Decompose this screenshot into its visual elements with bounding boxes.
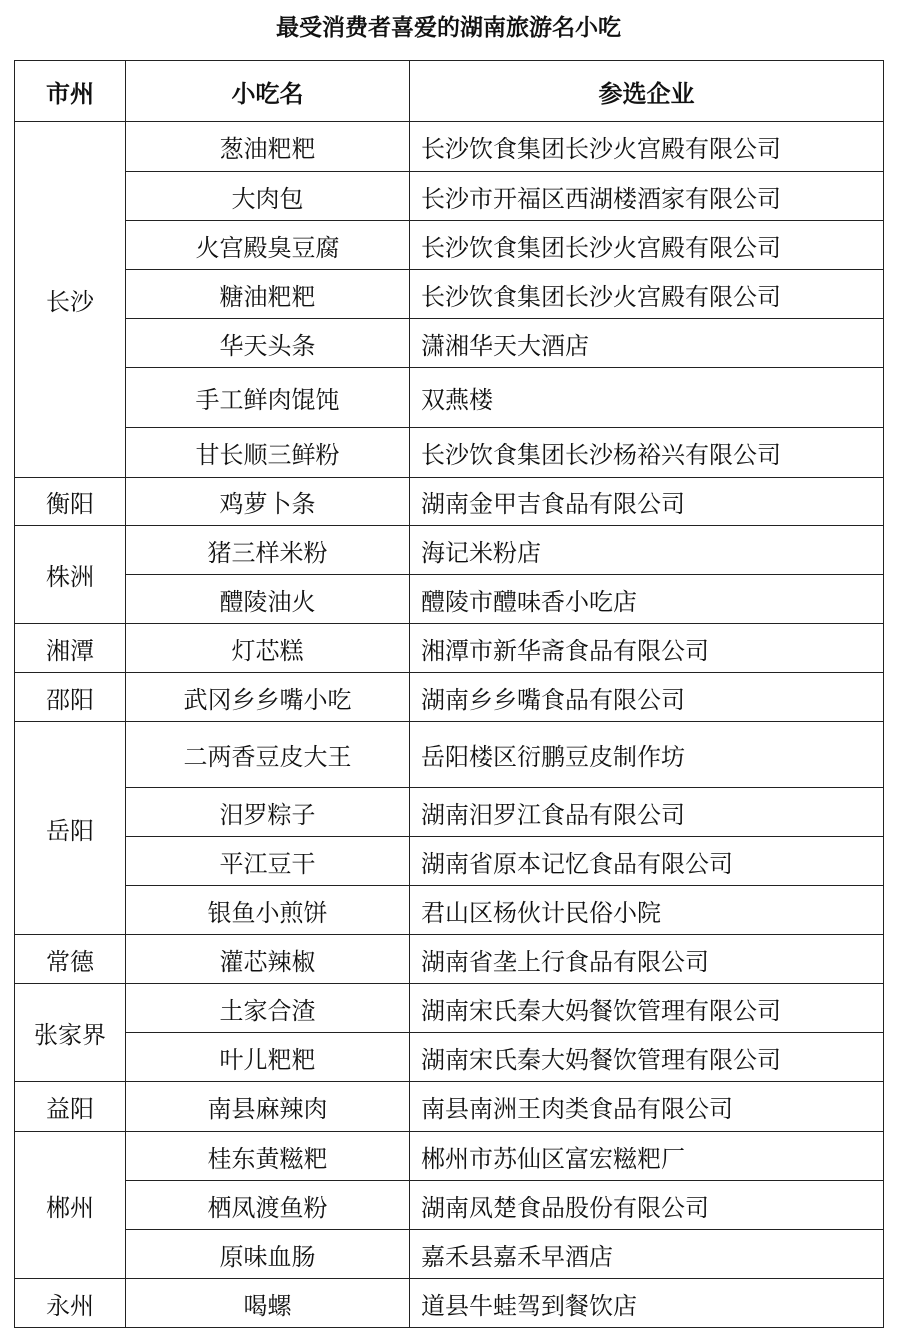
table-row: [15, 270, 884, 319]
city-cell: 郴州: [15, 1132, 126, 1279]
snack-cell: 葱油粑粑: [126, 122, 410, 172]
table-row: [15, 837, 884, 886]
table-row: [15, 984, 884, 1033]
table-row: [15, 1279, 884, 1328]
table-row: [15, 1181, 884, 1230]
city-cell: 岳阳: [15, 722, 126, 935]
company-cell: 长沙饮食集团长沙火宫殿有限公司: [410, 270, 884, 319]
company-cell: 湖南宋氏秦大妈餐饮管理有限公司: [410, 1033, 884, 1082]
company-cell: 湖南省原本记忆食品有限公司: [410, 837, 884, 886]
city-cell: 长沙: [15, 122, 126, 478]
company-cell: 君山区杨伙计民俗小院: [410, 886, 884, 935]
table-row: [15, 221, 884, 270]
snack-cell: 喝螺: [126, 1279, 410, 1328]
header-snack: 小吃名: [126, 61, 410, 122]
table-row: [15, 1230, 884, 1279]
snack-cell: 栖凤渡鱼粉: [126, 1181, 410, 1230]
snack-cell: 南县麻辣肉: [126, 1082, 410, 1132]
snack-cell: 鸡萝卜条: [126, 478, 410, 526]
header-company: 参选企业: [410, 61, 884, 122]
table-row: [15, 935, 884, 984]
city-cell: 株洲: [15, 526, 126, 624]
city-cell: 常德: [15, 935, 126, 984]
city-cell: 张家界: [15, 984, 126, 1082]
snack-cell: 灌芯辣椒: [126, 935, 410, 984]
snack-cell: 银鱼小煎饼: [126, 886, 410, 935]
table-row: [15, 319, 884, 368]
snack-cell: 土家合渣: [126, 984, 410, 1033]
snack-cell: 原味血肠: [126, 1230, 410, 1279]
table-row: [15, 1082, 884, 1132]
company-cell: 岳阳楼区衍鹏豆皮制作坊: [410, 722, 884, 788]
company-cell: 湖南省垄上行食品有限公司: [410, 935, 884, 984]
city-cell: 邵阳: [15, 673, 126, 722]
snack-cell: 甘长顺三鲜粉: [126, 428, 410, 478]
snack-cell: 华天头条: [126, 319, 410, 368]
snack-cell: 猪三样米粉: [126, 526, 410, 575]
company-cell: 双燕楼: [410, 368, 884, 428]
table-body: [15, 122, 884, 1328]
table-row: [15, 172, 884, 221]
company-cell: 长沙饮食集团长沙火宫殿有限公司: [410, 122, 884, 172]
company-cell: 湖南宋氏秦大妈餐饮管理有限公司: [410, 984, 884, 1033]
table-row: [15, 428, 884, 478]
snack-cell: 灯芯糕: [126, 624, 410, 673]
company-cell: 长沙饮食集团长沙火宫殿有限公司: [410, 221, 884, 270]
company-cell: 湖南乡乡嘴食品有限公司: [410, 673, 884, 722]
table-row: [15, 575, 884, 624]
snack-cell: 火宫殿臭豆腐: [126, 221, 410, 270]
company-cell: 湘潭市新华斋食品有限公司: [410, 624, 884, 673]
snack-cell: 大肉包: [126, 172, 410, 221]
snack-cell: 平江豆干: [126, 837, 410, 886]
table-row: [15, 624, 884, 673]
snack-cell: 叶儿粑粑: [126, 1033, 410, 1082]
table-row: [15, 122, 884, 172]
snack-cell: 武冈乡乡嘴小吃: [126, 673, 410, 722]
snack-cell: 醴陵油火: [126, 575, 410, 624]
table-row: [15, 886, 884, 935]
snack-table: [14, 60, 884, 1328]
table-row: [15, 526, 884, 575]
company-cell: 湖南凤楚食品股份有限公司: [410, 1181, 884, 1230]
company-cell: 长沙市开福区西湖楼酒家有限公司: [410, 172, 884, 221]
table-row: [15, 673, 884, 722]
page-title: 最受消费者喜爱的湖南旅游名小吃: [276, 15, 621, 41]
table-row: [15, 368, 884, 428]
company-cell: 醴陵市醴味香小吃店: [410, 575, 884, 624]
company-cell: 嘉禾县嘉禾早酒店: [410, 1230, 884, 1279]
city-cell: 永州: [15, 1279, 126, 1328]
header-city: 市州: [15, 61, 126, 122]
snack-cell: 汨罗粽子: [126, 788, 410, 837]
company-cell: 南县南洲王肉类食品有限公司: [410, 1082, 884, 1132]
company-cell: 长沙饮食集团长沙杨裕兴有限公司: [410, 428, 884, 478]
company-cell: 海记米粉店: [410, 526, 884, 575]
header-row: [15, 61, 884, 122]
company-cell: 湖南金甲吉食品有限公司: [410, 478, 884, 526]
snack-cell: 桂东黄糍粑: [126, 1132, 410, 1181]
city-cell: 湘潭: [15, 624, 126, 673]
city-cell: 益阳: [15, 1082, 126, 1132]
company-cell: 潇湘华天大酒店: [410, 319, 884, 368]
table-row: [15, 1132, 884, 1181]
table-row: [15, 722, 884, 788]
table-row: [15, 788, 884, 837]
company-cell: 湖南汨罗江食品有限公司: [410, 788, 884, 837]
snack-cell: 糖油粑粑: [126, 270, 410, 319]
company-cell: 道县牛蛙驾到餐饮店: [410, 1279, 884, 1328]
snack-cell: 手工鲜肉馄饨: [126, 368, 410, 428]
table-row: [15, 478, 884, 526]
city-cell: 衡阳: [15, 478, 126, 526]
snack-cell: 二两香豆皮大王: [126, 722, 410, 788]
company-cell: 郴州市苏仙区富宏糍粑厂: [410, 1132, 884, 1181]
table-row: [15, 1033, 884, 1082]
